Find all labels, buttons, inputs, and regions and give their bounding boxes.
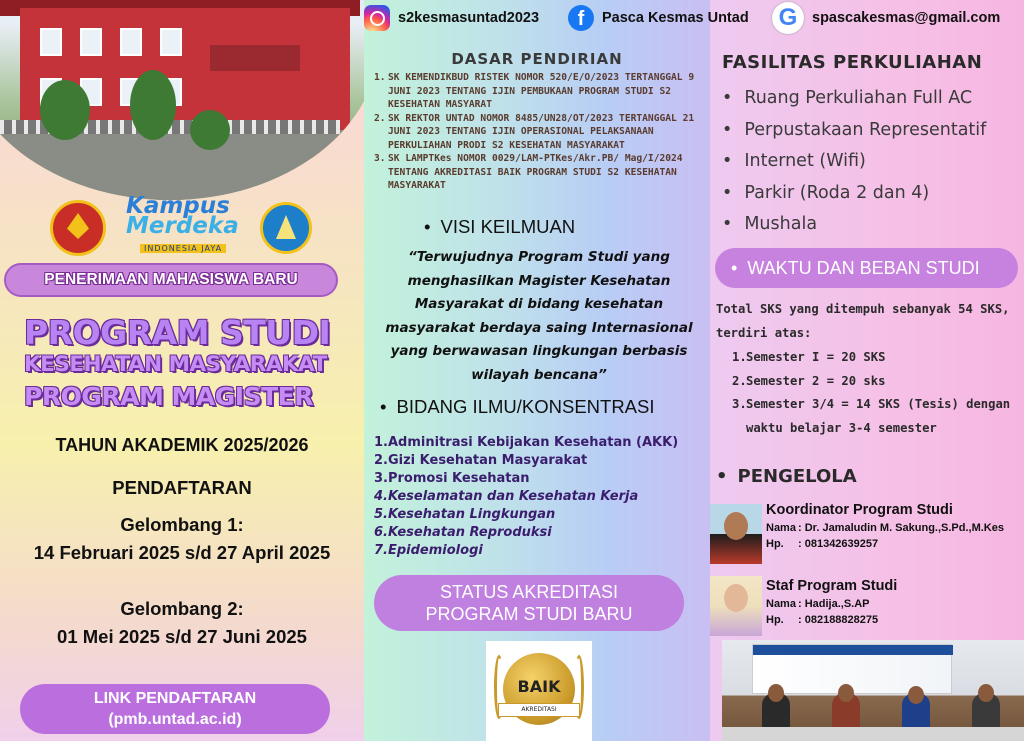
staff-role: Staf Program Studi — [766, 578, 898, 594]
field-label: Nama — [766, 598, 796, 610]
facebook-name: Pasca Kesmas Untad — [602, 10, 749, 26]
coordinator-name-line — [766, 522, 1004, 534]
program-level: PROGRAM MAGISTER — [24, 382, 313, 411]
academic-year: TAHUN AKADEMIK 2025/2026 — [55, 435, 309, 455]
coordinator-photo — [710, 504, 762, 564]
kampus-merdeka-logo — [126, 193, 246, 256]
facebook-icon: f — [568, 5, 594, 31]
email-contact[interactable] — [772, 4, 1000, 32]
pmb-banner: PENERIMAAN MAHASISWA BARU — [4, 263, 338, 297]
item-number: 1. — [374, 72, 386, 83]
list-item: • Ruang Perkuliahan Full AC — [722, 83, 986, 115]
coordinator-role: Koordinator Program Studi — [766, 502, 953, 518]
facebook-contact[interactable] — [568, 4, 749, 32]
list-item: 3.Promosi Kesehatan — [374, 471, 530, 486]
staff-name-line — [766, 598, 870, 610]
email-address: spascakesmas@gmail.com — [812, 10, 1001, 26]
item-text: SK LAMPTKes NOMOR 0029/LAM-PTKes/Akr.PB/ Mag/I/2024 TENTANG AKREDITASI BAIK PROGRAM STUDI S2 KESEHATAN MASYARAKAT — [388, 153, 683, 191]
building-sign — [210, 45, 300, 71]
item-number: 2. — [374, 112, 386, 124]
visi-statement: “Terwujudnya Program Studi yang menghasilkan Magister Kesehatan Masyarakat di bidang kesehatan masyarakat berdaya saing Internasional yang berwawasan lingkungan berbasis wilayah bencana” — [385, 249, 693, 383]
field-label: Hp. — [766, 614, 784, 626]
person-head — [978, 684, 994, 702]
registration-link-button[interactable] — [20, 684, 330, 734]
palm-tree — [40, 80, 90, 140]
dasar-pendirian-title: DASAR PENDIRIAN — [451, 50, 623, 68]
fasilitas-list — [722, 83, 986, 241]
list-item: 1.Adminitrasi Kebijakan Kesehatan (AKK) — [374, 435, 679, 450]
list-item: • Mushala — [722, 209, 986, 241]
waktu-heading-banner: • WAKTU DAN BEBAN STUDI — [715, 248, 1018, 288]
list-item: 7.Epidemiologi — [374, 543, 483, 558]
item-number: 2. — [732, 373, 747, 388]
badge-label: BAIK — [517, 677, 561, 696]
item-text: SK REKTOR UNTAD NOMOR 8485/UN28/OT/2023 TERTANGGAL 21 JUNI 2023 TENTANG IJIN OPERASIONAL PELAKSANAAN PERKULIAHAN PRODI S2 KESEHATAN MASYARAKAT — [388, 112, 695, 151]
staff-name: : Hadija.,S.AP — [798, 598, 870, 610]
logo-text: Merdeka — [126, 213, 239, 239]
program-subtitle: KESEHATAN MASYARAKAT — [24, 352, 327, 377]
tut-wuri-handayani-logo — [260, 202, 312, 254]
sks-list — [732, 346, 1020, 440]
instagram-contact[interactable] — [364, 4, 539, 32]
badge-ribbon: AKREDITASI — [498, 703, 580, 717]
item-number: 3. — [732, 397, 747, 411]
campus-building-photo — [0, 0, 364, 200]
list-item — [732, 393, 1020, 440]
bidang-heading: • BIDANG ILMU/KONSENTRASI — [380, 396, 655, 418]
person-head — [768, 684, 784, 702]
face — [724, 512, 748, 540]
dasar-pendirian-list — [374, 71, 710, 193]
left-panel — [0, 0, 364, 741]
list-item: • Internet (Wifi) — [722, 146, 986, 178]
accreditation-status-banner — [374, 575, 684, 631]
item-number: 1. — [732, 350, 747, 364]
list-item: 5.Kesehatan Lingkungan — [374, 507, 556, 522]
person-head — [838, 684, 854, 702]
staff-photo — [710, 576, 762, 636]
window — [40, 28, 62, 56]
link-label: LINK PENDAFTARAN — [93, 690, 257, 707]
untad-logo — [50, 200, 106, 256]
ground — [0, 130, 364, 200]
window — [80, 28, 102, 56]
list-item: • Perpustakaan Representatif — [722, 115, 986, 147]
list-item — [732, 346, 1020, 370]
list-item: 4.Keselamatan dan Kesehatan Kerja — [374, 489, 639, 504]
coordinator-phone-line — [766, 538, 878, 550]
list-item — [732, 370, 1020, 394]
coordinator-phone: : 081342639257 — [798, 538, 879, 550]
instagram-icon — [364, 5, 390, 31]
list-item: 2.Gizi Kesehatan Masyarakat — [374, 453, 588, 468]
list-item: 6.Kesehatan Reproduksi — [374, 525, 552, 540]
staff-phone-line — [766, 614, 878, 626]
pengelola-heading: • PENGELOLA — [716, 466, 857, 487]
link-url: (pmb.untad.ac.id) — [108, 711, 242, 728]
wave-1-label: Gelombang 1: — [120, 514, 244, 535]
palm-tree — [130, 70, 176, 140]
status-line-2: PROGRAM STUDI BARU — [425, 604, 633, 624]
event-photo — [722, 640, 1024, 741]
registration-heading: PENDAFTARAN — [112, 477, 252, 498]
shrub — [190, 110, 230, 150]
visi-heading: • VISI KEILMUAN — [424, 216, 575, 238]
banner-strip — [753, 645, 953, 655]
google-icon: G — [772, 2, 804, 34]
wave-2-dates: 01 Mei 2025 s/d 27 Juni 2025 — [57, 626, 307, 647]
sks-intro: Total SKS yang ditempuh sebanyak 54 SKS, terdiri atas: — [716, 302, 1010, 340]
desk — [722, 727, 1024, 741]
accreditation-badge — [486, 641, 592, 741]
program-title: PROGRAM STUDI — [24, 313, 331, 352]
wave-1-dates: 14 Februari 2025 s/d 27 April 2025 — [33, 542, 331, 563]
item-text: Semester I = 20 SKS — [746, 350, 886, 364]
list-item — [374, 152, 710, 193]
field-label: Nama — [766, 522, 796, 534]
coordinator-name: : Dr. Jamaludin M. Sakung.,S.Pd.,M.Kes — [798, 522, 1004, 534]
item-text: SK KEMENDIKBUD RISTEK NOMOR 520/E/O/2023 TERTANGGAL 9 JUNI 2023 TENTANG IJIN PEMBUKAAN PROGRAM STUDI S2 KESEHATAN MASYARAT — [388, 72, 695, 110]
list-item — [374, 112, 710, 153]
staff-phone: : 082188828275 — [798, 614, 879, 626]
window — [120, 28, 142, 56]
item-text: Semester 2 = 20 sks — [746, 373, 886, 388]
person-head — [908, 686, 924, 704]
bidang-list — [374, 434, 710, 560]
item-number: 3. — [374, 153, 386, 164]
window — [160, 28, 182, 56]
social-bar — [364, 0, 1024, 36]
face — [724, 584, 748, 612]
list-item — [374, 71, 710, 112]
instagram-handle: s2kesmasuntad2023 — [398, 10, 540, 26]
logo-subtext: INDONESIA JAYA — [140, 244, 226, 253]
field-label: Hp. — [766, 538, 784, 550]
list-item: • Parkir (Roda 2 dan 4) — [722, 178, 986, 210]
fasilitas-title: FASILITAS PERKULIAHAN — [722, 52, 983, 73]
status-line-1: STATUS AKREDITASI — [439, 582, 619, 602]
wave-2-label: Gelombang 2: — [120, 598, 244, 619]
logo-text: Kampus — [126, 193, 230, 219]
item-text: Semester 3/4 = 14 SKS (Tesis) dengan waktu belajar 3-4 semester — [746, 397, 1011, 435]
